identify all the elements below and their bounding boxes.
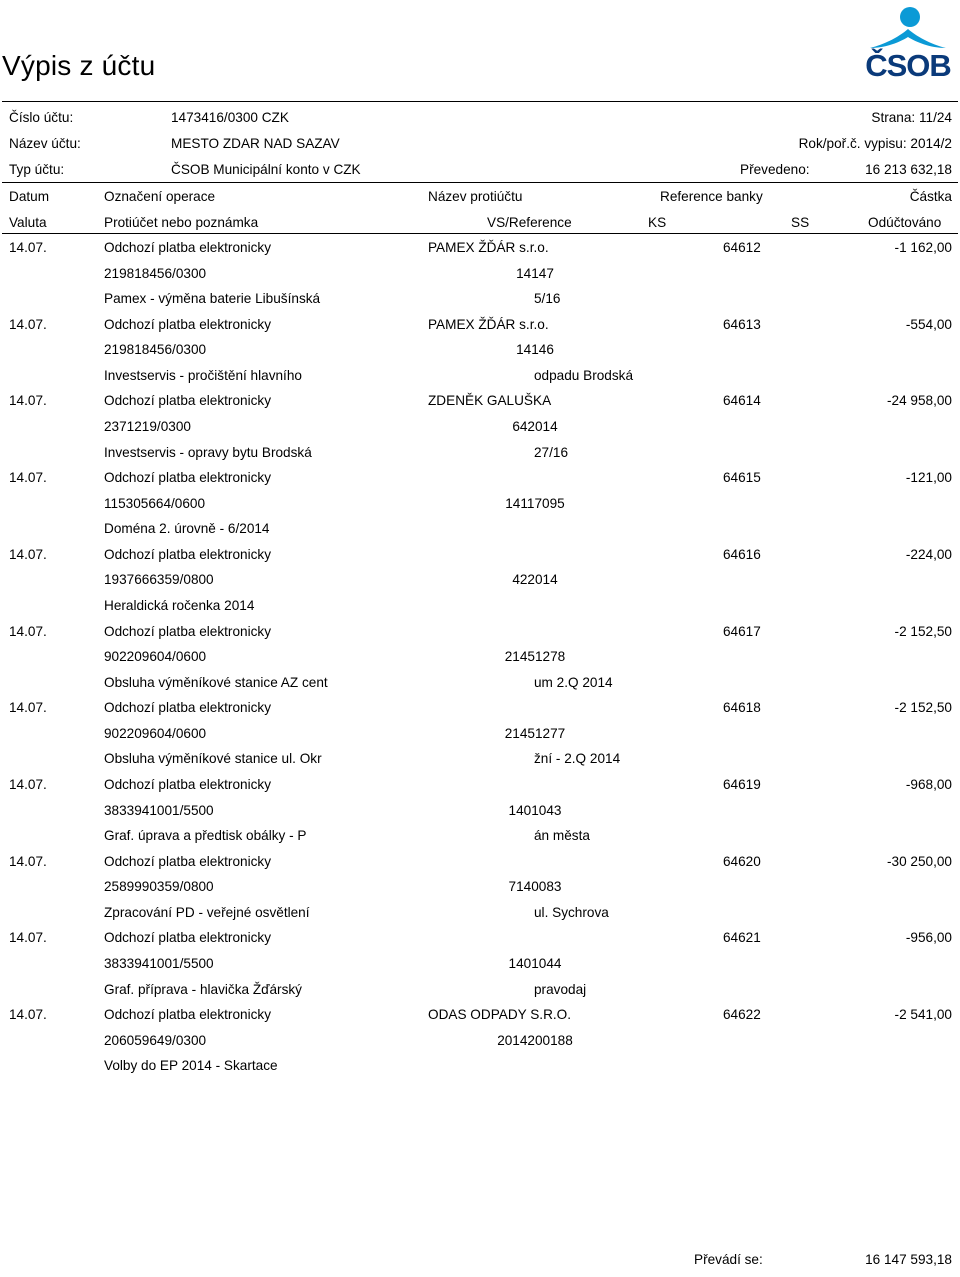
tx-counterparty: PAMEX ŽĎÁR s.r.o. — [428, 316, 549, 332]
tx-note-continued: um 2.Q 2014 — [534, 674, 613, 690]
tx-date: 14.07. — [9, 853, 47, 869]
tx-type: Odchozí platba elektronicky — [104, 776, 271, 792]
tx-amount: -956,00 — [905, 930, 952, 946]
tx-bank-reference: 64612 — [723, 240, 761, 255]
tx-bank-reference: 64613 — [723, 316, 761, 332]
tx-note: Heraldická ročenka 2014 — [104, 598, 255, 613]
tx-amount: -2 152,50 — [894, 700, 952, 716]
tx-vs-reference: 7140083 — [508, 879, 562, 895]
tx-vs-reference: 21451278 — [504, 649, 566, 665]
tx-amount: -30 250,00 — [886, 853, 952, 869]
tx-vs-reference: 1401044 — [508, 955, 562, 971]
tx-date: 14.07. — [9, 1007, 47, 1022]
tx-vs-reference: 642014 — [512, 419, 558, 434]
tx-bank-reference: 64616 — [723, 546, 761, 562]
col-reference-banky: Reference banky — [660, 189, 763, 204]
tx-type: Odchozí platba elektronicky — [104, 623, 271, 639]
tx-note: Volby do EP 2014 - Skartace — [104, 1058, 278, 1074]
tx-counter-account: 115305664/0600 — [104, 495, 206, 511]
account-name-value: MESTO ZDAR NAD SAZAV — [171, 136, 340, 151]
tx-note: Graf. úprava a předtisk obálky - P — [104, 828, 307, 844]
tx-type: Odchozí platba elektronicky — [104, 546, 271, 562]
carry-forward-label: Převádí se: — [694, 1252, 763, 1267]
tx-counterparty: PAMEX ŽĎÁR s.r.o. — [428, 240, 549, 255]
tx-amount: -24 958,00 — [886, 393, 952, 409]
tx-counter-account: 219818456/0300 — [104, 342, 207, 358]
tx-date: 14.07. — [9, 546, 47, 562]
tx-vs-reference: 21451277 — [504, 725, 566, 741]
tx-note: Graf. příprava - hlavička Žďárský — [104, 981, 302, 997]
tx-bank-reference: 64619 — [723, 776, 761, 792]
tx-bank-reference: 64614 — [723, 393, 761, 409]
tx-amount: -968,00 — [905, 776, 952, 792]
tx-date: 14.07. — [9, 470, 47, 486]
tx-note: Obsluha výměníkové stanice AZ cent — [104, 674, 328, 690]
tx-note-continued: 5/16 — [534, 291, 561, 307]
tx-vs-reference: 14146 — [516, 342, 554, 358]
tx-date: 14.07. — [9, 776, 47, 792]
tx-counter-account: 3833941001/5500 — [104, 955, 214, 971]
tx-note: Investservis - pročištění hlavního — [104, 367, 302, 383]
tx-amount: -554,00 — [905, 316, 952, 332]
col-oznaceni: Označení operace — [104, 189, 216, 204]
tx-note-continued: 27/16 — [534, 444, 569, 460]
tx-counter-account: 3833941001/5500 — [104, 802, 214, 818]
tx-counter-account: 2589990359/0800 — [104, 879, 214, 895]
tx-counterparty: ZDENĚK GALUŠKA — [428, 393, 552, 409]
account-type-value: ČSOB Municipální konto v CZK — [171, 162, 361, 177]
tx-type: Odchozí platba elektronicky — [104, 316, 271, 332]
tx-type: Odchozí platba elektronicky — [104, 700, 271, 716]
tx-note: Doména 2. úrovně - 6/2014 — [104, 521, 270, 537]
tx-type: Odchozí platba elektronicky — [104, 393, 271, 409]
col-oductovano: Odúčtováno — [868, 215, 942, 230]
tx-bank-reference: 64620 — [723, 853, 761, 869]
tx-note-continued: žní - 2.Q 2014 — [534, 751, 621, 767]
tx-date: 14.07. — [9, 623, 47, 639]
tx-type: Odchozí platba elektronicky — [104, 1007, 271, 1022]
tx-counterparty: ODAS ODPADY S.R.O. — [428, 1007, 572, 1022]
col-protiucet: Protiúčet nebo poznámka — [104, 215, 259, 230]
tx-bank-reference: 64618 — [723, 700, 761, 716]
tx-type: Odchozí platba elektronicky — [104, 853, 271, 869]
col-datum: Datum — [9, 189, 50, 204]
col-valuta: Valuta — [9, 215, 47, 230]
tx-amount: -121,00 — [905, 470, 952, 486]
tx-bank-reference: 64622 — [723, 1007, 761, 1022]
tx-counter-account: 219818456/0300 — [104, 265, 207, 281]
tx-vs-reference: 1401043 — [508, 802, 562, 818]
page-title: Výpis z účtu — [2, 50, 156, 81]
account-type-label: Typ účtu: — [9, 162, 65, 177]
tx-counter-account: 902209604/0600 — [104, 649, 207, 665]
tx-bank-reference: 64617 — [723, 623, 761, 639]
tx-note: Zpracování PD - veřejné osvětlení — [104, 904, 310, 920]
page-counter: Strana: 11/24 — [871, 110, 952, 125]
tx-type: Odchozí platba elektronicky — [104, 930, 271, 946]
tx-type: Odchozí platba elektronicky — [104, 470, 271, 486]
tx-amount: -224,00 — [905, 546, 952, 562]
col-nazev-protiuctu: Název protiúčtu — [428, 189, 523, 204]
carry-forward-value: 16 147 593,18 — [865, 1252, 952, 1267]
col-ks: KS — [648, 215, 667, 230]
tx-amount: -2 541,00 — [894, 1007, 952, 1022]
tx-note: Investservis - opravy bytu Brodská — [104, 444, 312, 460]
tx-note-continued: pravodaj — [534, 981, 587, 997]
col-vs-reference: VS/Reference — [487, 215, 572, 230]
tx-counter-account: 206059649/0300 — [104, 1032, 207, 1048]
logo-wordmark: ČSOB — [865, 48, 951, 83]
tx-date: 14.07. — [9, 316, 47, 332]
col-ss: SS — [791, 215, 810, 230]
tx-counter-account: 2371219/0300 — [104, 419, 191, 434]
tx-date: 14.07. — [9, 393, 47, 409]
account-number-value: 1473416/0300 CZK — [171, 110, 289, 125]
tx-vs-reference: 14117095 — [505, 495, 565, 511]
tx-date: 14.07. — [9, 700, 47, 716]
tx-vs-reference: 422014 — [512, 572, 558, 588]
tx-date: 14.07. — [9, 930, 47, 946]
tx-note-continued: án města — [534, 828, 590, 844]
tx-counter-account: 1937666359/0800 — [104, 572, 214, 588]
carried-over-value: 16 213 632,18 — [865, 162, 952, 177]
tx-amount: -2 152,50 — [894, 623, 952, 639]
statement-year-number: Rok/poř.č. vypisu: 2014/2 — [798, 136, 952, 151]
tx-counter-account: 902209604/0600 — [104, 725, 207, 741]
account-number-label: Číslo účtu: — [9, 110, 74, 125]
tx-note-continued: ul. Sychrova — [534, 904, 609, 920]
tx-bank-reference: 64621 — [723, 930, 761, 946]
tx-note: Pamex - výměna baterie Libušínská — [104, 291, 321, 307]
tx-note: Obsluha výměníkové stanice ul. Okr — [104, 751, 322, 767]
tx-note-continued: odpadu Brodská — [534, 367, 634, 383]
tx-vs-reference: 2014200188 — [497, 1032, 573, 1048]
carried-over-label: Převedeno: — [740, 162, 810, 177]
tx-bank-reference: 64615 — [723, 470, 761, 486]
tx-vs-reference: 14147 — [516, 265, 554, 281]
tx-date: 14.07. — [9, 240, 47, 255]
tx-amount: -1 162,00 — [894, 240, 952, 255]
col-castka: Částka — [909, 189, 952, 204]
tx-type: Odchozí platba elektronicky — [104, 240, 271, 255]
account-name-label: Název účtu: — [9, 136, 81, 151]
